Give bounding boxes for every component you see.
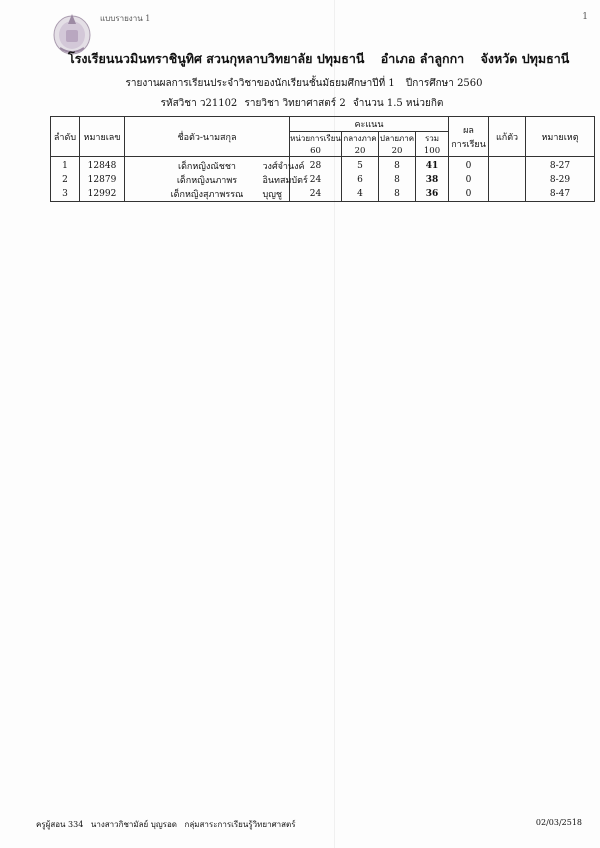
subject-name: รายวิชา วิทยาศาสตร์ 2 bbox=[244, 98, 346, 109]
row-order: 1 bbox=[51, 157, 80, 174]
academic-year: ปีการศึกษา 2560 bbox=[405, 78, 483, 89]
col-unit-max: 60 bbox=[290, 145, 342, 157]
subject-line bbox=[0, 96, 600, 111]
row-student-id: 12879 bbox=[80, 173, 125, 187]
report-title: รายงานผลการเรียนประจำวิชาของนักเรียนชั้นมัธยมศึกษาปีที่ 1 bbox=[125, 78, 395, 89]
row-order: 2 bbox=[51, 173, 80, 187]
last-name: บุญชู bbox=[262, 190, 282, 200]
row-midterm-score: 4 bbox=[342, 187, 379, 202]
row-student-id: 12848 bbox=[80, 157, 125, 174]
last-name: อินทสมบัตร์ bbox=[262, 176, 308, 186]
last-name: วงศ์จำนงค์ bbox=[262, 162, 305, 172]
credits: จำนวน 1.5 หน่วยกิต bbox=[352, 98, 444, 109]
col-result-line2: การเรียน bbox=[451, 139, 486, 150]
teacher-code: ครูผู้สอน 334 bbox=[36, 820, 84, 829]
col-score-group: คะแนน bbox=[290, 117, 449, 132]
col-midterm: กลางภาค bbox=[342, 132, 379, 146]
col-midterm-max: 20 bbox=[342, 145, 379, 157]
row-total-score: 38 bbox=[416, 173, 449, 187]
row-result: 0 bbox=[449, 157, 489, 174]
table-row bbox=[51, 157, 595, 174]
row-name bbox=[125, 157, 305, 174]
footer bbox=[36, 818, 301, 831]
row-midterm-score: 6 bbox=[342, 173, 379, 187]
row-name bbox=[125, 173, 308, 187]
row-remark: 8-47 bbox=[526, 187, 595, 202]
row-final-score: 8 bbox=[379, 157, 416, 174]
first-name: เด็กหญิงณัชชา bbox=[178, 162, 236, 172]
page-number: 1 bbox=[582, 12, 588, 22]
row-correction bbox=[489, 187, 526, 202]
row-unit-score: 24 bbox=[290, 187, 342, 202]
row-midterm-score: 5 bbox=[342, 157, 379, 174]
row-result: 0 bbox=[449, 187, 489, 202]
col-final-max: 20 bbox=[379, 145, 416, 157]
row-correction bbox=[489, 157, 526, 174]
col-result bbox=[449, 117, 489, 157]
col-unit: หน่วยการเรียน bbox=[290, 132, 342, 146]
district: อำเภอ ลำลูกกา bbox=[380, 51, 465, 66]
school-header bbox=[68, 49, 588, 69]
row-total-score: 41 bbox=[416, 157, 449, 174]
row-unit-score: 24 bbox=[290, 173, 342, 187]
row-unit-score: 28 bbox=[290, 157, 342, 174]
first-name: เด็กหญิงนภาพร bbox=[176, 176, 238, 186]
col-result-line1: ผล bbox=[463, 125, 474, 136]
table-row bbox=[51, 173, 595, 187]
row-total-score: 36 bbox=[416, 187, 449, 202]
table-row bbox=[51, 187, 595, 202]
row-final-score: 8 bbox=[379, 187, 416, 202]
col-name: ชื่อตัว-นามสกุล bbox=[125, 117, 290, 157]
school-name: โรงเรียนนวมินทราชินูทิศ สวนกุหลาบวิทยาลัย ปทุมธานี bbox=[68, 51, 365, 66]
row-remark: 8-29 bbox=[526, 173, 595, 187]
col-correction: แก้ตัว bbox=[489, 117, 526, 157]
row-order: 3 bbox=[51, 187, 80, 202]
grades-table bbox=[50, 116, 595, 202]
col-final: ปลายภาค bbox=[379, 132, 416, 146]
report-title-line bbox=[0, 76, 600, 91]
department: กลุ่มสาระการเรียนรู้วิทยาศาสตร์ bbox=[184, 820, 296, 829]
row-remark: 8-27 bbox=[526, 157, 595, 174]
row-final-score: 8 bbox=[379, 173, 416, 187]
col-remark: หมายเหตุ bbox=[526, 117, 595, 157]
form-label: แบบรายงาน 1 bbox=[100, 14, 151, 23]
first-name: เด็กหญิงสุภาพรรณ bbox=[170, 190, 244, 200]
footer-date: 02/03/2518 bbox=[535, 818, 582, 827]
col-total: รวม bbox=[416, 132, 449, 146]
subject-code: รหัสวิชา ว21102 bbox=[160, 98, 238, 109]
teacher-name: นางสาวกิชามัลย์ บุญรอด bbox=[90, 820, 177, 829]
row-student-id: 12992 bbox=[80, 187, 125, 202]
row-correction bbox=[489, 173, 526, 187]
col-total-max: 100 bbox=[416, 145, 449, 157]
row-result: 0 bbox=[449, 173, 489, 187]
province: จังหวัด ปทุมธานี bbox=[480, 51, 570, 66]
row-name bbox=[125, 187, 290, 202]
col-student-id: หมายเลข bbox=[80, 117, 125, 157]
col-order: ลำดับ bbox=[51, 117, 80, 157]
